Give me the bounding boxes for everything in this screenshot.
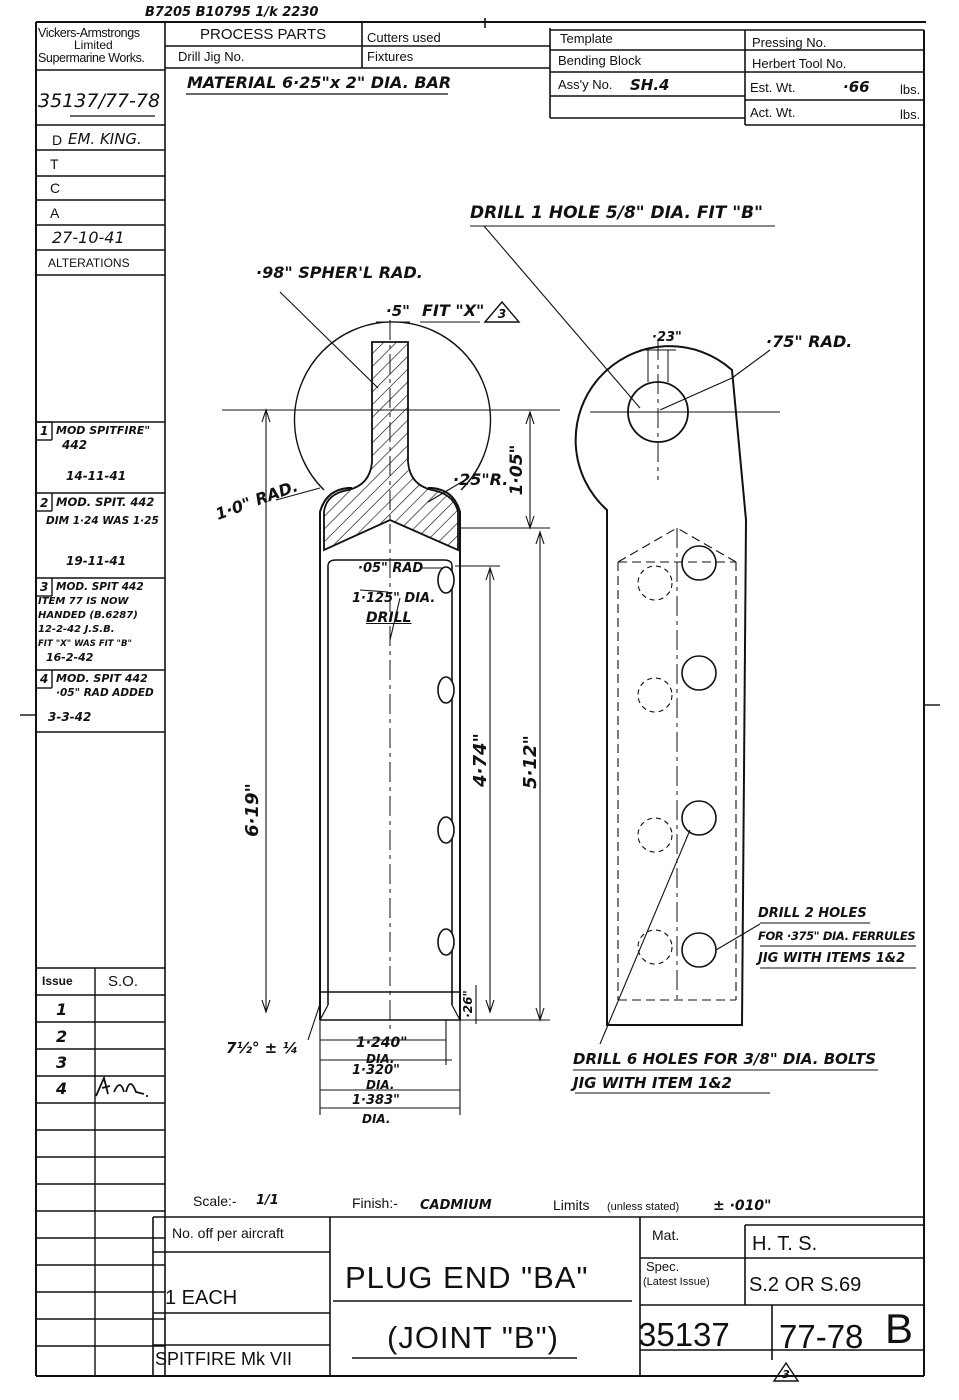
signature-mark: [92, 1072, 152, 1102]
dim-26-label: ·26": [461, 990, 475, 1018]
alteration-3-line-3: HANDED (B.6287): [38, 610, 138, 621]
company-line-1: Vickers-Armstrongs: [38, 26, 140, 40]
alteration-3-line-1: MOD. SPIT 442: [56, 581, 144, 593]
fit-x-label: FIT "X": [422, 301, 485, 320]
no-off-label: No. off per aircraft: [172, 1225, 284, 1241]
alteration-1-number: 1: [40, 424, 49, 438]
dia-1240-dia: DIA.: [366, 1052, 395, 1066]
issue-heading: Issue: [42, 974, 73, 988]
alteration-1-date: 14-11-41: [66, 469, 127, 483]
process-parts-label: PROCESS PARTS: [200, 26, 327, 43]
dia-1240-label: 1·240": [356, 1035, 408, 1051]
scale-value: 1/1: [256, 1193, 279, 1208]
drill-label: DRILL: [366, 610, 412, 626]
drawing-number-main: 35137: [638, 1316, 730, 1353]
dia-1383-label: 1·383": [352, 1093, 400, 1108]
mat-value: H. T. S.: [752, 1233, 818, 1255]
assy-no-value: SH.4: [630, 76, 670, 94]
alteration-1-line-2: 442: [62, 438, 88, 452]
alteration-2-date: 19-11-41: [66, 554, 127, 568]
rad-1-label: 1·0" RAD.: [212, 476, 301, 524]
drawing-date: 27-10-41: [52, 228, 125, 247]
spec-label: Spec.: [646, 1259, 680, 1274]
issue-2: 2: [56, 1027, 68, 1046]
hatched-section: [324, 342, 458, 550]
finish-label: Finish:-: [352, 1195, 398, 1211]
dim-23-label: ·23": [652, 330, 682, 345]
approved-label: A: [50, 205, 60, 221]
est-wt-value: ·66: [843, 78, 870, 96]
est-wt-label: Est. Wt.: [750, 80, 796, 95]
alteration-3-number: 3: [40, 580, 49, 594]
rev-mark-label: 3: [782, 1368, 790, 1381]
alteration-2-number: 2: [40, 496, 49, 510]
issue-1: 1: [56, 1000, 68, 1019]
alteration-4-line-1: MOD. SPIT 442: [56, 672, 148, 685]
alteration-4-line-2: ·05" RAD ADDED: [56, 687, 154, 699]
traced-label: T: [50, 156, 59, 172]
dim-619-label: 6·19": [242, 783, 263, 837]
spec-value: S.2 OR S.69: [749, 1274, 862, 1296]
herbert-tool-no-label: Herbert Tool No.: [752, 56, 847, 71]
alteration-3-date: 16-2-42: [46, 651, 94, 664]
spec-note: (Latest Issue): [643, 1276, 710, 1288]
finish-value: CADMIUM: [420, 1198, 492, 1213]
dia-1320-label: 1·320": [352, 1063, 400, 1078]
alterations-heading: ALTERATIONS: [48, 256, 130, 270]
angle-label: 7½° ± ¼: [226, 1039, 299, 1057]
rad-75-label: ·75" RAD.: [766, 332, 853, 351]
limits-value: ± ·010": [713, 1198, 772, 1214]
mat-label: Mat.: [652, 1227, 680, 1243]
fixtures-label: Fixtures: [367, 49, 414, 64]
issue-4: 4: [56, 1079, 68, 1098]
drawn-label: D: [52, 132, 63, 148]
drawing-number-sheet: 77-78: [779, 1318, 864, 1355]
rev3-label: 3: [497, 307, 507, 321]
sphere-radius-label: ·98" SPHER'L RAD.: [256, 263, 423, 282]
drill-6-holes-line-1: DRILL 6 HOLES FOR 3/8" DIA. BOLTS: [573, 1050, 877, 1068]
assy-no-label: Ass'y No.: [558, 77, 613, 92]
material-spec: MATERIAL 6·25"x 2" DIA. BAR: [187, 73, 452, 92]
so-heading: S.O.: [108, 973, 139, 990]
left-drawing-number: 35137/77-78: [38, 90, 161, 112]
part-title-line-2: (JOINT "B"): [387, 1320, 559, 1355]
template-label: Template: [560, 31, 613, 46]
rad-25-label: ·25"R.: [453, 470, 509, 489]
pressing-no-label: Pressing No.: [752, 35, 827, 50]
dim-512-label: 5·12": [520, 735, 541, 789]
company-line-3: Supermarine Works.: [38, 51, 145, 65]
dim-5-label: ·5": [386, 302, 410, 320]
scale-label: Scale:-: [193, 1193, 237, 1209]
revision-letter: B: [885, 1305, 914, 1352]
drill-jig-no-label: Drill Jig No.: [178, 49, 245, 64]
alteration-3-line-2: ITEM 77 IS NOW: [38, 596, 129, 607]
bending-block-label: Bending Block: [558, 53, 642, 68]
drill-6-holes-line-2: JIG WITH ITEM 1&2: [573, 1074, 732, 1092]
rad-05-label: ·05" RAD: [358, 561, 424, 576]
checked-label: C: [50, 180, 61, 196]
alteration-2-line-2: DIM 1·24 WAS 1·25: [46, 515, 159, 527]
alteration-4-number: 4: [40, 672, 49, 686]
alteration-2-line-1: MOD. SPIT. 442: [56, 495, 155, 509]
sheet-border: [36, 22, 926, 1376]
limits-note: (unless stated): [607, 1201, 680, 1213]
top-note: B7205 B10795 1/k 2230: [145, 5, 319, 20]
issue-3: 3: [56, 1053, 68, 1072]
aircraft-type: SPITFIRE Mk VII: [155, 1349, 293, 1369]
no-off-value: 1 EACH: [165, 1287, 238, 1309]
company-line-2: Limited: [74, 38, 113, 52]
drill-2-holes-line-3: JIG WITH ITEMS 1&2: [758, 951, 906, 966]
alteration-4-date: 3-3-42: [48, 710, 92, 724]
alteration-3-line-4: 12-2-42 J.S.B.: [38, 624, 115, 635]
act-wt-unit: lbs.: [900, 107, 921, 122]
dia-1125-label: 1·125" DIA.: [352, 591, 436, 606]
centre-lines: [222, 320, 780, 1030]
drill-2-holes-line-2: FOR ·375" DIA. FERRULES: [758, 929, 916, 943]
dim-105-label: 1·05": [507, 444, 527, 496]
alteration-1-line-1: MOD SPITFIRE": [56, 424, 151, 437]
alteration-3-line-5: FIT "X" WAS FIT "B": [38, 639, 132, 649]
est-wt-unit: lbs.: [900, 82, 921, 97]
dim-474-label: 4·74": [470, 733, 491, 787]
drill-1-hole-note: DRILL 1 HOLE 5/8" DIA. FIT "B": [470, 203, 763, 223]
part-title-line-1: PLUG END "BA": [345, 1260, 589, 1295]
act-wt-label: Act. Wt.: [750, 105, 796, 120]
plan-view: [576, 346, 746, 1025]
revision-triangles: [485, 302, 798, 1381]
limits-label: Limits: [553, 1197, 590, 1213]
drill-2-holes-line-1: DRILL 2 HOLES: [758, 906, 867, 921]
cutters-used-label: Cutters used: [367, 30, 441, 45]
drawn-by: EM. KING.: [68, 130, 142, 148]
dia-1383-dia: DIA.: [362, 1112, 391, 1126]
dia-1320-dia: DIA.: [366, 1078, 395, 1092]
